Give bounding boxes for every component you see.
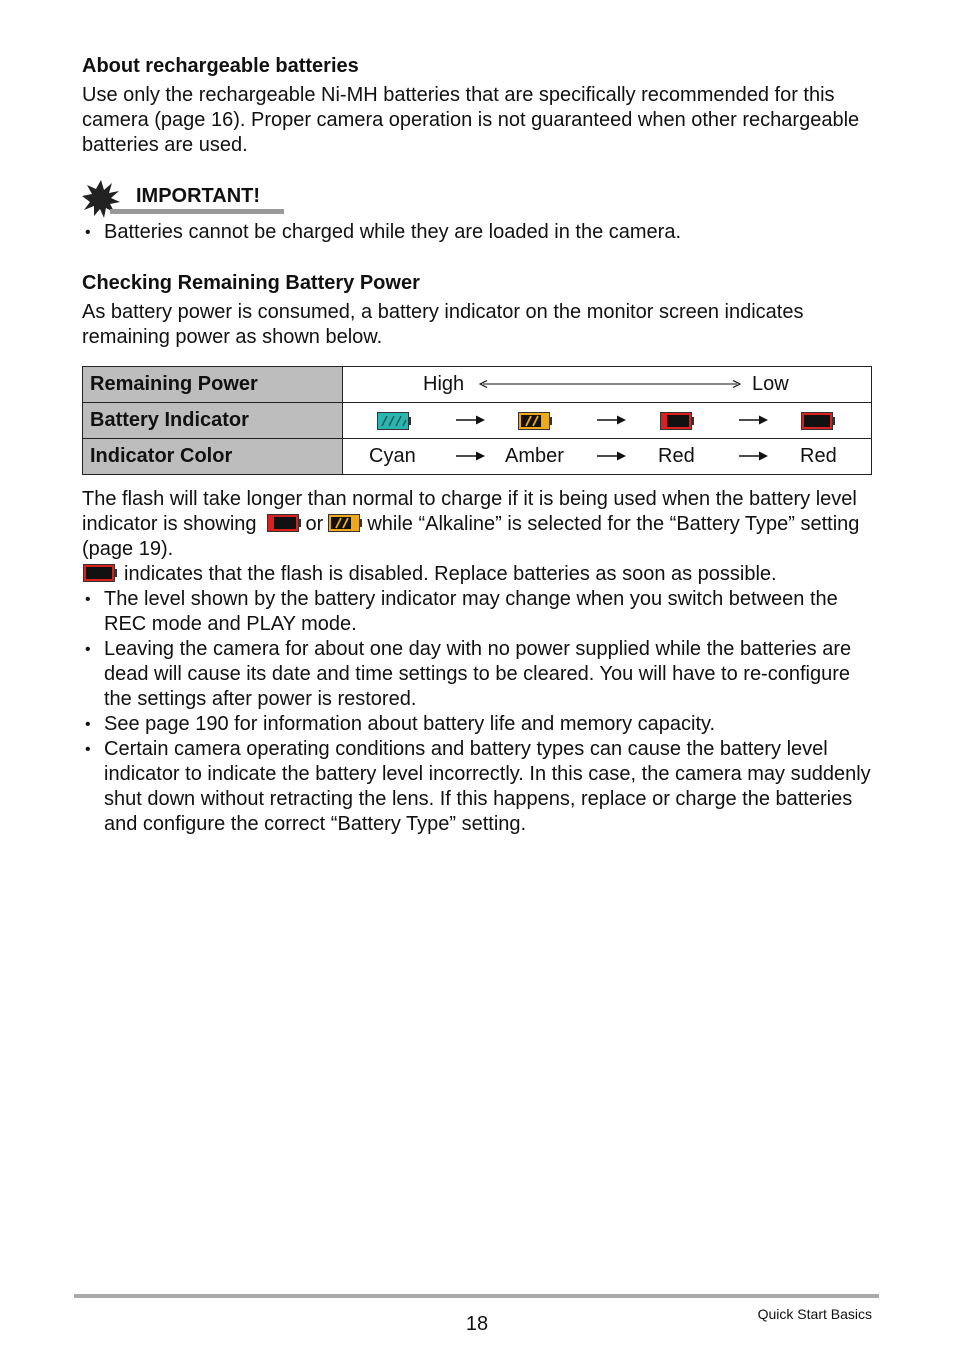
battery-amber-icon — [327, 514, 363, 532]
battery-empty-icon — [801, 412, 835, 430]
arrow-right-icon — [456, 414, 486, 426]
battery-empty-icon — [82, 564, 118, 582]
important-label: IMPORTANT! — [136, 185, 261, 207]
low-label: Low — [752, 373, 789, 395]
battery-red-icon — [266, 514, 302, 532]
high-label: High — [423, 373, 465, 395]
table-row — [83, 403, 872, 439]
arrow-right-icon — [597, 414, 627, 426]
important-list — [82, 220, 872, 245]
battery-full-icon — [377, 412, 411, 430]
color-red: Red — [658, 445, 695, 467]
arrow-right-icon — [597, 450, 627, 462]
arrow-right-icon — [739, 414, 769, 426]
page-number: 18 — [465, 1313, 489, 1335]
notes-list — [82, 587, 872, 837]
section-title: Quick Start Basics — [757, 1306, 872, 1322]
list-item: • The level shown by the battery indicator may change when you switch between the REC mode and PLAY mode. — [82, 587, 872, 637]
list-item: • Leaving the camera for about one day with no power supplied while the batteries are dead will cause its date and time settings to be cleared. You will have to re-configure the settings after power is restored. — [82, 637, 872, 712]
important-underline — [110, 209, 284, 214]
list-item: • Certain camera operating conditions and battery types can cause the battery level indicator to indicate the battery level incorrectly. In this case, the camera may suddenly shut down without retracting the lens. If this happens, replace or charge the batteries and configure the correct “Battery Type” setting. — [82, 737, 872, 837]
arrow-right-icon — [456, 450, 486, 462]
color-cyan: Cyan — [369, 445, 416, 467]
check-power-heading: Checking Remaining Battery Power — [82, 272, 420, 294]
check-power-text: As battery power is consumed, a battery indicator on the monitor screen indicates remaining power as shown below. — [82, 301, 804, 348]
remaining-power-header: Remaining Power — [83, 367, 343, 403]
table-row — [83, 439, 872, 475]
battery-indicator-header: Battery Indicator — [83, 403, 343, 439]
table-row — [83, 367, 872, 403]
important-callout — [82, 180, 292, 216]
about-batteries-heading: About rechargeable batteries — [82, 55, 359, 77]
double-arrow-icon — [479, 378, 741, 390]
color-red: Red — [800, 445, 837, 467]
about-batteries-text: Use only the rechargeable Ni-MH batteries that are specifically recommended for this camera (page 16). Proper camera operation is not guaranteed when other rechargeable batteries are used. — [82, 84, 860, 156]
list-item: • See page 190 for information about battery life and memory capacity. — [82, 712, 872, 737]
flash-charge-note: The flash will take longer than normal to charge if it is being used when the battery level indicator is showing or while “Alkaline” is selected for the “Battery Type” setting (page 19). — [82, 488, 860, 560]
list-item: • Batteries cannot be charged while they are loaded in the camera. — [82, 220, 872, 245]
footer-divider — [74, 1294, 879, 1298]
indicator-color-header: Indicator Color — [83, 439, 343, 475]
battery-red-icon — [660, 412, 694, 430]
battery-table — [82, 366, 872, 475]
arrow-right-icon — [739, 450, 769, 462]
color-amber: Amber — [505, 445, 564, 467]
battery-amber-icon — [518, 412, 552, 430]
flash-disabled-note: indicates that the flash is disabled. Replace batteries as soon as possible. — [82, 562, 872, 587]
